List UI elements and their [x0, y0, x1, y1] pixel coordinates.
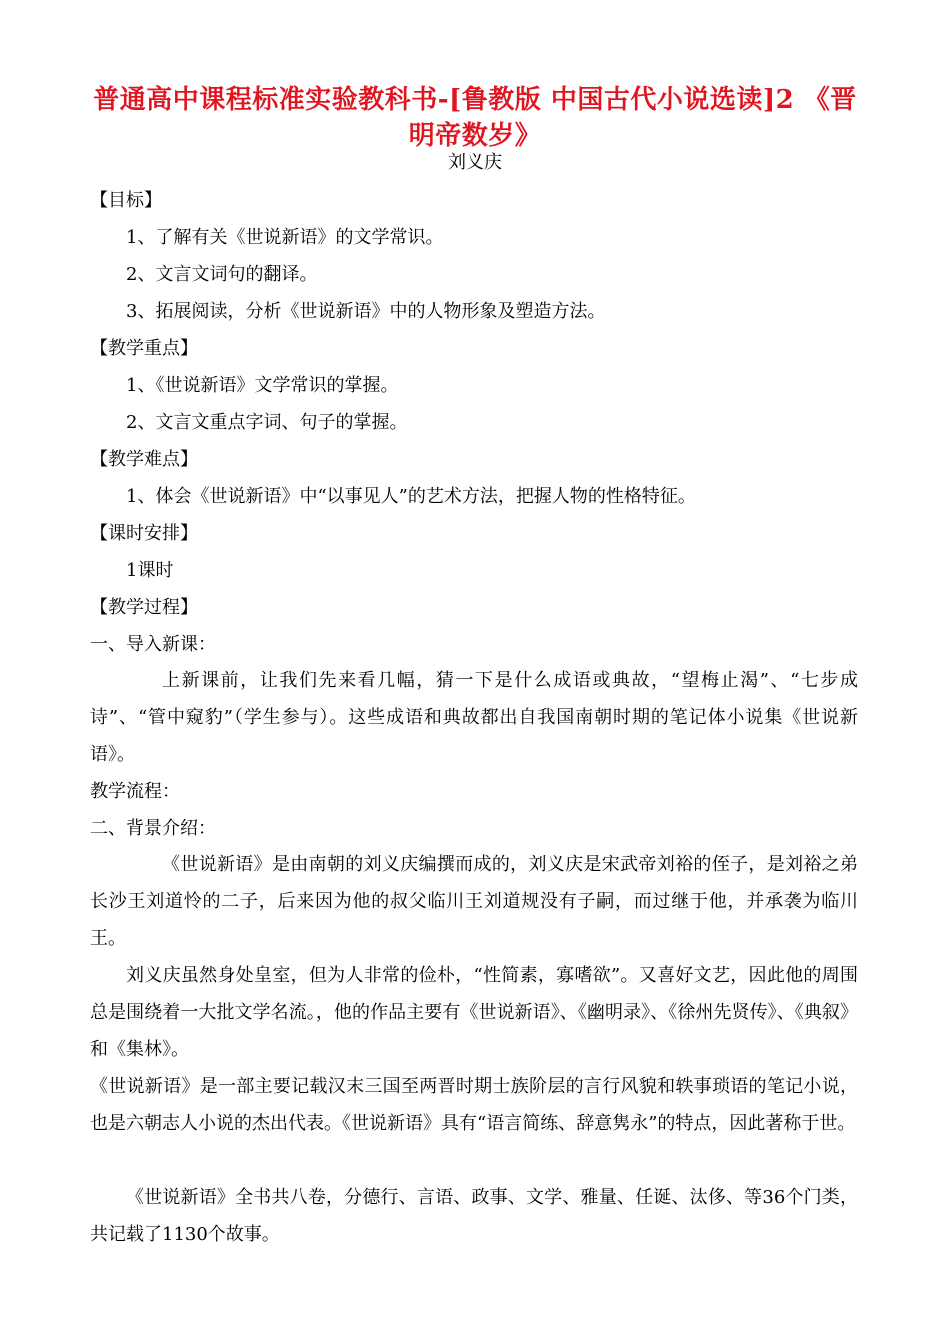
schedule-header: 【课时安排】	[90, 523, 198, 544]
key-point-item: 1、《世说新语》文学常识的掌握。	[126, 375, 399, 396]
difficulties-header: 【教学难点】	[90, 449, 198, 470]
intro-paragraph: 上新课前，让我们先来看几幅，猜一下是什么成语或典故，“望梅止渴”、“七步成诗”、“管中窥豹”（学生参与）。这些成语和典故都出自我国南朝时期的笔记体小说集《世说新语》。	[90, 670, 858, 765]
background-heading: 二、背景介绍：	[90, 818, 216, 839]
background-paragraph-4: 《世说新语》全书共八卷，分德行、言语、政事、文学、雅量、任诞、汰侈、等36个门类，共记载了1130个故事。	[90, 1187, 858, 1245]
background-paragraph-2: 刘义庆虽然身处皇室，但为人非常的俭朴，“性简素，寡嗜欲”。又喜好文艺，因此他的周围总是围绕着一大批文学名流。，他的作品主要有《世说新语》、《幽明录》、《徐州先贤传》、《典叙》和《集林》。	[90, 965, 858, 1060]
key-points-header: 【教学重点】	[90, 338, 198, 359]
goal-item: 2、文言文词句的翻译。	[126, 264, 318, 285]
process-header: 【教学过程】	[90, 597, 198, 618]
goal-item: 3、拓展阅读，分析《世说新语》中的人物形象及塑造方法。	[126, 301, 606, 322]
goal-item: 1、了解有关《世说新语》的文学常识。	[126, 227, 444, 248]
schedule-value: 1课时	[126, 560, 174, 581]
goals-header: 【目标】	[90, 190, 162, 211]
key-point-item: 2、文言文重点字词、句子的掌握。	[126, 412, 408, 433]
background-paragraph-3: 《世说新语》是一部主要记载汉末三国至两晋时期士族阶层的言行风貌和轶事琐语的笔记小说，也是六朝志人小说的杰出代表。《世说新语》具有“语言简练、辞意隽永”的特点，因此著称于世。	[90, 1076, 858, 1134]
document-title: 普通高中课程标准实验教科书-[鲁教版 中国古代小说选读]2 《晋明帝数岁》	[93, 85, 857, 151]
flow-label: 教学流程：	[90, 781, 180, 802]
document-author: 刘义庆	[448, 152, 502, 173]
background-paragraph-1: 《世说新语》是由南朝的刘义庆编撰而成的，刘义庆是宋武帝刘裕的侄子，是刘裕之弟长沙王刘道怜的二子，后来因为他的叔父临川王刘道规没有子嗣，而过继于他，并承袭为临川王。	[90, 854, 858, 949]
difficulty-item: 1、体会《世说新语》中“以事见人”的艺术方法，把握人物的性格特征。	[126, 486, 696, 507]
intro-heading: 一、导入新课：	[90, 634, 216, 655]
